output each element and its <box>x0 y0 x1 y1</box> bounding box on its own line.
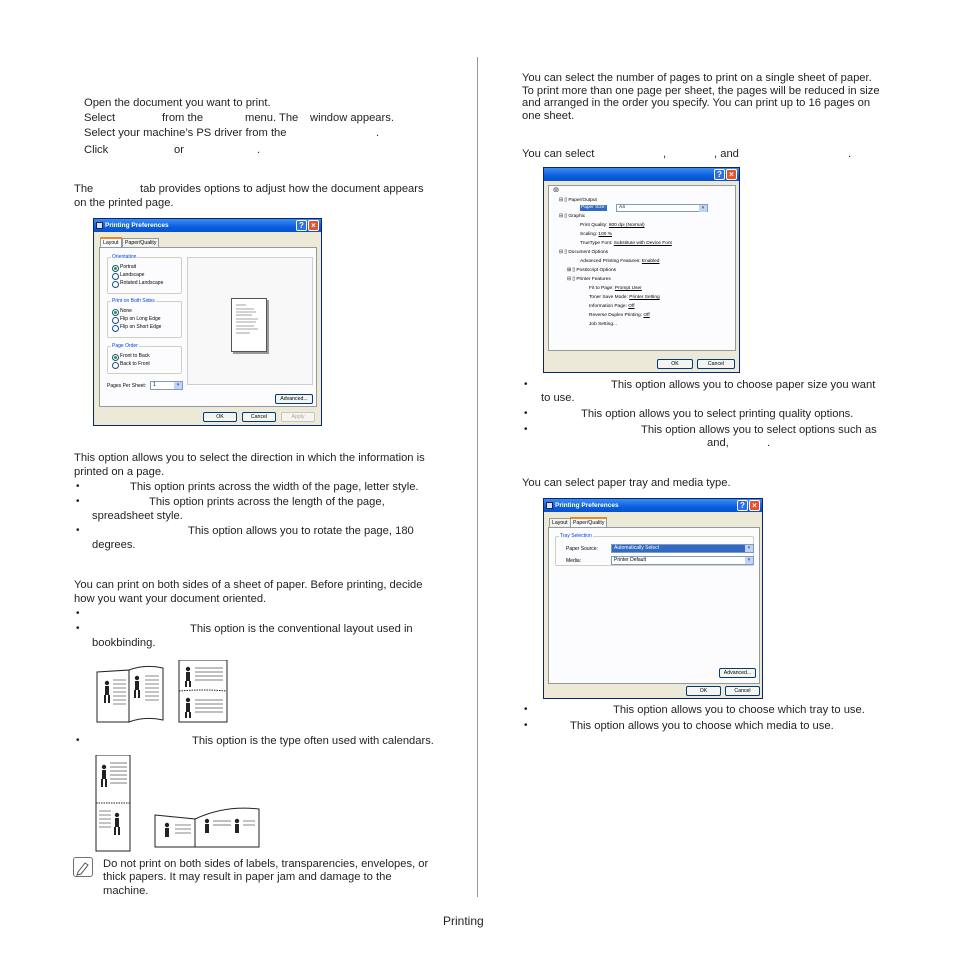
dialog-title: Printing Preferences <box>555 502 619 509</box>
chevron-down-icon: ▾ <box>174 382 182 389</box>
step-3-period: . <box>376 127 380 139</box>
printing-preferences-dialog-layout <box>93 218 322 426</box>
step-4-or: or <box>174 144 184 156</box>
options-tree-panel <box>548 185 736 351</box>
layout-preview <box>187 257 313 385</box>
dialog-title-bar <box>544 499 762 512</box>
radio-landscape[interactable]: Landscape <box>112 272 144 279</box>
radio-none[interactable]: None <box>112 308 132 315</box>
step-4-period: . <box>257 144 261 156</box>
radio-flip-short-edge[interactable]: Flip on Short Edge <box>112 324 161 331</box>
orientation-bullet-2: This option prints across the length of the page, <box>149 496 385 508</box>
pages-intro-2: To print more than one page per sheet, the pages will be reduced in size <box>522 85 880 97</box>
radio-front-to-back[interactable]: Front to Back <box>112 353 150 360</box>
tree-printer-features[interactable]: ⊟ ▯ Printer Features <box>567 277 611 282</box>
paper-source-label: Paper Source: <box>566 546 598 552</box>
close-button[interactable]: × <box>308 220 319 231</box>
column-divider <box>477 57 478 897</box>
paper-bullet-2: This option allows you to choose which media to use. <box>570 720 834 732</box>
printing-preferences-dialog-paper <box>543 498 763 699</box>
advanced-bullet-3c: . <box>767 437 771 449</box>
cancel-button[interactable]: Cancel <box>725 686 760 696</box>
help-button[interactable]: ? <box>296 220 307 231</box>
bullet: • <box>76 496 80 507</box>
bullet: • <box>524 379 528 390</box>
advanced-bullet-2: This option allows you to select printing quality options. <box>581 408 854 420</box>
tab-paper-quality[interactable]: Paper/Quality <box>122 238 159 248</box>
step-2-select: Select <box>84 112 116 124</box>
bullet: • <box>76 481 80 492</box>
duplex-intro-1: You can print on both sides of a sheet of paper. Before printing, decide <box>74 579 423 591</box>
note-line-3: machine. <box>103 885 149 897</box>
media-label: Media: <box>566 558 582 564</box>
dialog-title-bar <box>94 219 321 232</box>
advanced-intro-comma: , <box>663 148 667 160</box>
tree-scaling[interactable]: Scaling: 100 % <box>580 232 613 237</box>
chevron-down-icon: ▾ <box>699 205 707 212</box>
intro-text: tab provides options to adjust how the document appears <box>140 183 424 195</box>
chevron-down-icon: ▾ <box>745 557 753 564</box>
advanced-bullet-1b: to use. <box>541 392 575 404</box>
paper-bullet-1: This option allows you to choose which tray to use. <box>613 704 865 716</box>
tree-information-page[interactable]: Information Page: Off <box>589 304 635 309</box>
orientation-bullet-2b: spreadsheet style. <box>92 510 183 522</box>
tree-reverse-duplex[interactable]: Reverse Duplex Printing: Off <box>589 313 650 318</box>
chevron-down-icon: ▾ <box>745 545 753 552</box>
help-button[interactable]: ? <box>737 500 748 511</box>
note-line-1: Do not print on both sides of labels, transparencies, envelopes, or <box>103 858 429 870</box>
advanced-bullet-3: This option allows you to select options such as <box>641 424 877 436</box>
paper-quality-panel <box>548 527 760 684</box>
note-icon <box>73 857 93 877</box>
pages-intro-3: and arranged in the order you specify. You can print up to 16 pages on <box>522 97 871 109</box>
pages-intro-4: one sheet. <box>522 110 575 122</box>
advanced-bullet-3b: and, <box>707 437 729 449</box>
tree-paper-size[interactable]: Paper Size: <box>581 205 606 210</box>
tray-selection-label: Tray Selection <box>560 533 592 539</box>
radio-portrait[interactable]: Portrait <box>112 264 136 271</box>
apply-button[interactable]: Apply <box>281 412 315 422</box>
bullet: • <box>76 608 80 619</box>
cancel-button[interactable]: Cancel <box>697 359 735 369</box>
bullet: • <box>524 720 528 731</box>
orientation-label: Orientation <box>112 254 137 260</box>
bullet: • <box>524 704 528 715</box>
tab-paper-quality[interactable]: Paper/Quality <box>570 517 607 528</box>
tree-print-quality[interactable]: Print Quality: 600 dpi (Normal) <box>580 223 645 228</box>
close-button[interactable]: × <box>726 169 737 180</box>
step-3: Select your machine’s PS driver from the <box>84 127 287 139</box>
tree-advanced-printing-features[interactable]: Advanced Printing Features: Enabled <box>580 259 660 264</box>
bullet: • <box>76 735 80 746</box>
step-2-from-the: from the <box>162 112 204 124</box>
tree-truetype-font[interactable]: TrueType Font: Substitute with Device Font <box>580 241 672 246</box>
radio-back-to-front[interactable]: Back to Front <box>112 361 150 368</box>
page-order-group <box>107 343 182 374</box>
pages-per-sheet-select[interactable]: 1 ▾ <box>150 381 183 390</box>
duplex-intro-2: how you want your document oriented. <box>74 593 267 605</box>
advanced-intro-and: , and <box>714 148 739 160</box>
long-edge-illustration <box>95 660 245 726</box>
note-line-2: thick papers. It may result in paper jam and damage to the <box>103 871 392 883</box>
radio-flip-long-edge[interactable]: Flip on Long Edge <box>112 316 161 323</box>
duplex-bullet-long-b: bookbinding. <box>92 637 156 649</box>
cancel-button[interactable]: Cancel <box>242 412 276 422</box>
advanced-intro-period: . <box>848 148 852 160</box>
tree-graphic[interactable]: ⊟ ▯ Graphic <box>559 214 586 219</box>
dialog-title: Printing Preferences <box>105 222 169 229</box>
preview-page-icon <box>231 298 267 352</box>
both-sides-label: Print on Both Sides <box>112 298 155 304</box>
tree-postscript-options[interactable]: ⊞ ▯ PostScript Options <box>567 268 617 273</box>
duplex-bullet-short: This option is the type often used with calendars. <box>192 735 434 747</box>
dialog-title-bar <box>544 168 739 181</box>
orientation-intro-1: This option allows you to select the direction in which the information is <box>74 452 425 464</box>
radio-rotated-landscape[interactable]: Rotated Landscape <box>112 280 163 287</box>
bullet: • <box>76 623 80 634</box>
tree-toner-save-mode[interactable]: Toner Save Mode: Printer Setting <box>589 295 660 300</box>
step-2-window: window appears. <box>310 112 394 124</box>
tree-fit-to-page[interactable]: Fit to Page: Prompt User <box>589 286 642 291</box>
tab-layout[interactable]: Layout <box>100 237 122 248</box>
printer-icon <box>546 502 553 509</box>
orientation-bullet-3: This option allows you to rotate the page, 180 <box>188 525 414 537</box>
paper-source-select[interactable]: Automatically Select ▾ <box>611 544 754 553</box>
advanced-bullet-1: This option allows you to choose paper size you want <box>611 379 876 391</box>
pages-per-sheet-label: Pages Per Sheet: <box>107 383 147 389</box>
close-button[interactable]: × <box>749 500 760 511</box>
printer-tree-root-icon: 🖨 <box>553 188 560 193</box>
page-order-label: Page Order <box>112 343 138 349</box>
bullet: • <box>524 408 528 419</box>
tree-document-options[interactable]: ⊟ ▯ Document Options <box>559 250 609 255</box>
print-both-sides-group <box>107 298 182 338</box>
paper-intro: You can select paper tray and media type. <box>522 477 731 489</box>
step-4-click: Click <box>84 144 109 156</box>
orientation-bullet-1: This option prints across the width of the page, letter style. <box>130 481 419 493</box>
intro-text-2: on the printed page. <box>74 197 174 209</box>
tree-paper-output[interactable]: ⊟ ▯ Paper/Output <box>559 198 597 203</box>
bullet: • <box>76 525 80 536</box>
advanced-button[interactable]: Advanced... <box>275 394 313 404</box>
footer-section-name: Printing <box>443 914 484 928</box>
layout-panel <box>99 247 317 407</box>
ok-button[interactable]: OK <box>657 359 693 369</box>
advanced-button[interactable]: Advanced... <box>719 668 756 678</box>
tray-selection-group <box>555 533 754 566</box>
advanced-intro-1: You can select <box>522 148 595 160</box>
ok-button[interactable]: OK <box>203 412 237 422</box>
step-2-menu: menu. The <box>245 112 299 124</box>
orientation-group <box>107 254 182 294</box>
pages-intro-1: You can select the number of pages to print on a single sheet of paper. <box>522 72 872 84</box>
short-edge-illustration <box>95 755 265 855</box>
media-select[interactable]: Printer Default ▾ <box>611 556 754 565</box>
orientation-intro-2: printed on a page. <box>74 466 165 478</box>
step-1: Open the document you want to print. <box>84 97 271 109</box>
help-button[interactable]: ? <box>714 169 725 180</box>
duplex-bullet-long: This option is the conventional layout used in <box>190 623 413 635</box>
tree-job-setting[interactable]: Job Setting... <box>589 322 617 327</box>
intro-the: The <box>74 183 94 195</box>
tab-layout[interactable]: Layout <box>549 518 571 528</box>
orientation-bullet-3b: degrees. <box>92 539 136 551</box>
advanced-options-dialog <box>543 167 740 373</box>
ok-button[interactable]: OK <box>686 686 721 696</box>
bullet: • <box>524 424 528 435</box>
printer-icon <box>96 222 103 229</box>
paper-size-select[interactable]: A4 ▾ <box>616 204 708 212</box>
